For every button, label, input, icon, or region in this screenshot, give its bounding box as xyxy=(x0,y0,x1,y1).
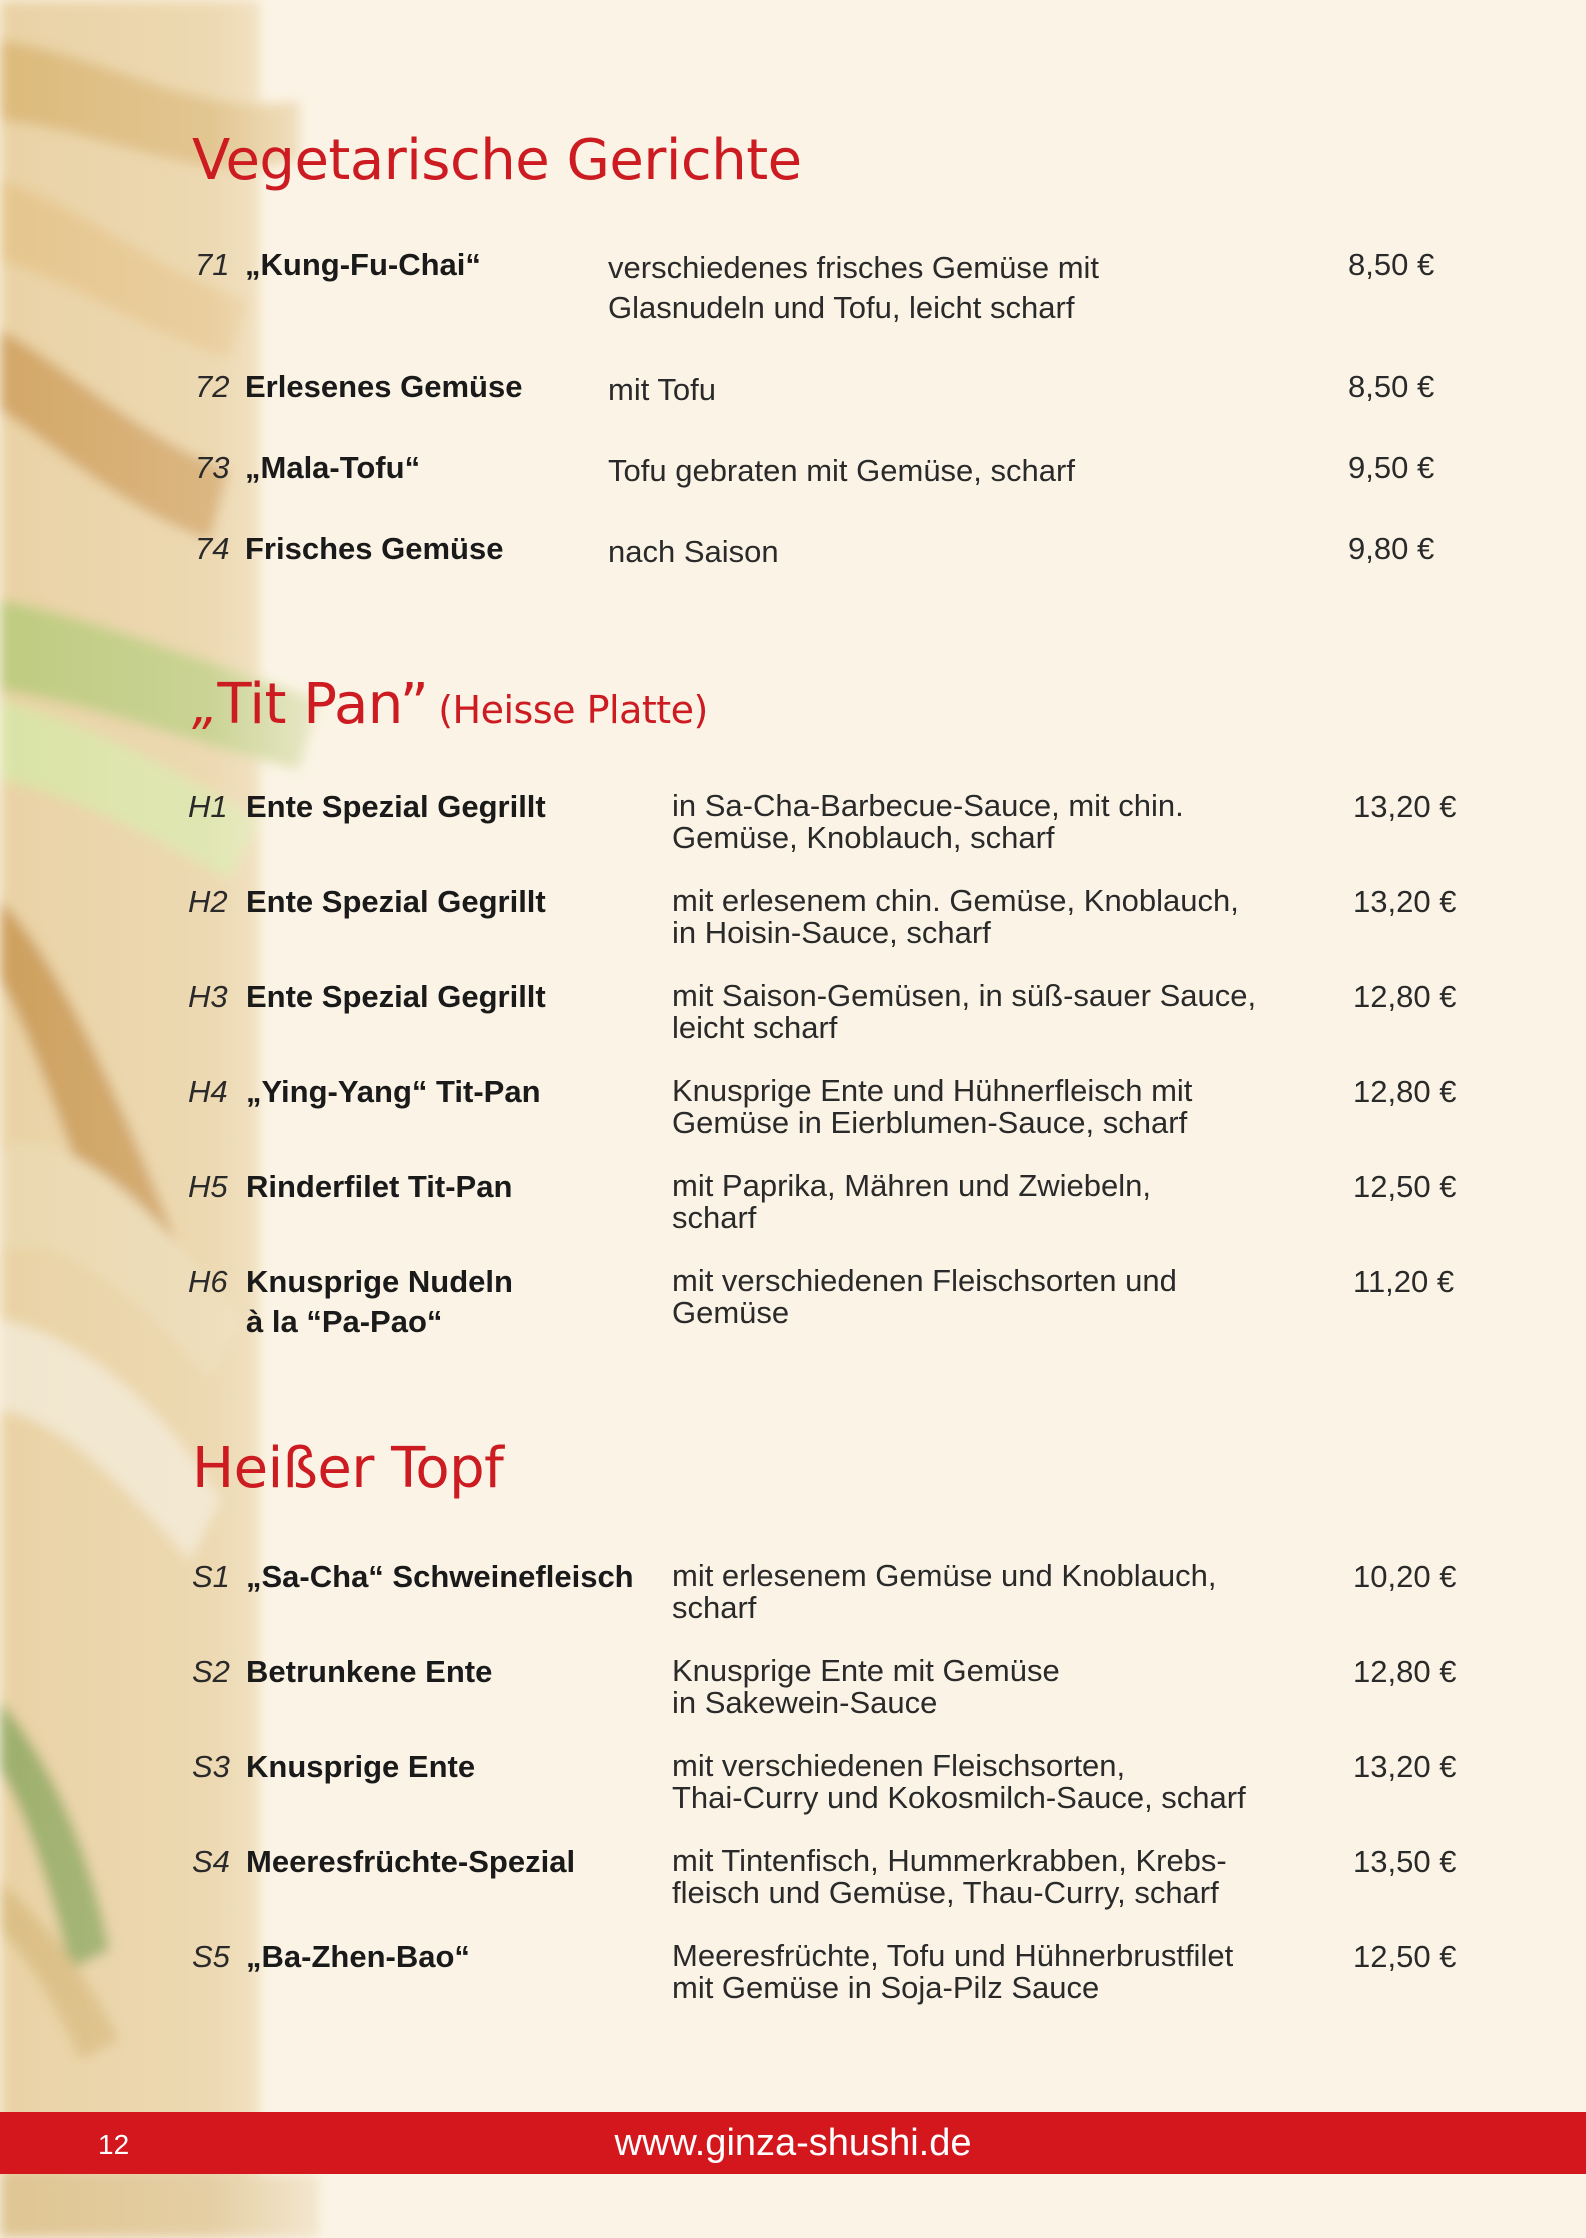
item-name xyxy=(246,885,546,919)
description-line: Gemüse, Knoblauch, scharf xyxy=(672,820,1055,855)
item-price: 12,50 € xyxy=(1353,1939,1457,1974)
item-description xyxy=(672,1845,1227,1909)
item-name: „Kung-Fu-Chai“ xyxy=(245,247,481,282)
description-line: mit erlesenem chin. Gemüse, Knoblauch, xyxy=(672,883,1239,918)
item-number: 71 xyxy=(195,247,230,282)
item-price: 13,20 € xyxy=(1353,789,1457,824)
item-description xyxy=(672,790,1184,854)
item-price: 12,80 € xyxy=(1353,1074,1457,1109)
item-name: Erlesenes Gemüse xyxy=(245,369,523,404)
description-line: Knusprige Ente und Hühnerfleisch mit xyxy=(672,1073,1193,1108)
description-line: mit verschiedenen Fleischsorten und xyxy=(672,1263,1177,1298)
item-number: S2 xyxy=(192,1654,230,1689)
item-description xyxy=(672,885,1239,949)
item-name: „Ba-Zhen-Bao“ xyxy=(246,1939,470,1974)
item-name-line: Ente Spezial Gegrillt xyxy=(246,789,546,824)
item-name-line: Ente Spezial Gegrillt xyxy=(246,979,546,1014)
item-description xyxy=(672,1170,1151,1234)
item-price: 13,20 € xyxy=(1353,884,1457,919)
item-name: Knusprige Ente xyxy=(246,1749,476,1784)
item-price: 10,20 € xyxy=(1353,1559,1457,1594)
description-line: mit verschiedenen Fleischsorten, xyxy=(672,1748,1126,1783)
item-description xyxy=(672,980,1256,1044)
description-line: scharf xyxy=(672,1200,757,1235)
item-name-line: à la “Pa-Pao“ xyxy=(246,1304,443,1339)
description-line: in Hoisin-Sauce, scharf xyxy=(672,915,991,950)
item-number: H1 xyxy=(188,789,228,824)
description-line: Knusprige Ente mit Gemüse xyxy=(672,1653,1060,1688)
description-line: verschiedenes frisches Gemüse mit xyxy=(608,250,1100,285)
item-description xyxy=(672,1655,1060,1719)
item-price: 13,20 € xyxy=(1353,1749,1457,1784)
item-name xyxy=(246,1075,541,1109)
item-description xyxy=(672,1940,1233,2004)
description-line: leicht scharf xyxy=(672,1010,838,1045)
item-number: 74 xyxy=(195,531,230,566)
item-price: 9,80 € xyxy=(1348,531,1435,566)
tit-pan-title-text: Tit Pan” xyxy=(217,672,429,737)
item-name-line: „Ying-Yang“ Tit-Pan xyxy=(246,1074,541,1109)
section-title-vegetarian: Vegetarische Gerichte xyxy=(192,128,802,193)
item-name-line: Rinderfilet Tit-Pan xyxy=(246,1169,513,1204)
item-number: H6 xyxy=(188,1264,228,1299)
item-name: „Sa-Cha“ Schweinefleisch xyxy=(246,1559,634,1594)
item-name xyxy=(246,1265,513,1339)
description-line: Gemüse xyxy=(672,1295,790,1330)
description-line: mit Tintenfisch, Hummerkrabben, Krebs- xyxy=(672,1843,1227,1878)
tit-pan-subtitle: (Heisse Platte) xyxy=(438,688,708,732)
description-line: in Sakewein-Sauce xyxy=(672,1685,938,1720)
section-title-tit-pan xyxy=(192,672,708,737)
item-name-line: Knusprige Nudeln xyxy=(246,1264,513,1299)
item-price: 9,50 € xyxy=(1348,450,1435,485)
tit-pan-opening-quote: „ xyxy=(192,677,218,735)
description-line: in Sa-Cha-Barbecue-Sauce, mit chin. xyxy=(672,788,1184,823)
website-link[interactable]: www.ginza-shushi.de xyxy=(614,2122,972,2164)
item-price: 13,50 € xyxy=(1353,1844,1457,1879)
description-line: Meeresfrüchte, Tofu und Hühnerbrustfilet xyxy=(672,1938,1234,1973)
item-description xyxy=(608,248,1099,328)
item-number: H5 xyxy=(188,1169,228,1204)
item-name xyxy=(246,790,546,824)
item-number: 72 xyxy=(195,369,230,404)
item-price: 12,80 € xyxy=(1353,979,1457,1014)
item-price: 12,50 € xyxy=(1353,1169,1457,1204)
description-line: mit Gemüse in Soja-Pilz Sauce xyxy=(672,1970,1100,2005)
item-number: S3 xyxy=(192,1749,230,1784)
item-price: 11,20 € xyxy=(1353,1264,1455,1299)
item-name: Frisches Gemüse xyxy=(245,531,504,566)
item-name xyxy=(246,1170,512,1204)
description-line: Tofu gebraten mit Gemüse, scharf xyxy=(608,453,1075,488)
item-price: 8,50 € xyxy=(1348,247,1435,282)
item-number: 73 xyxy=(195,450,230,485)
item-description xyxy=(672,1265,1177,1329)
item-description xyxy=(608,451,1075,491)
section-title-heisser-topf: Heißer Topf xyxy=(192,1436,504,1501)
item-name xyxy=(246,980,546,1014)
footer-bar xyxy=(0,2112,1586,2174)
item-name: Meeresfrüchte-Spezial xyxy=(246,1844,576,1879)
description-line: nach Saison xyxy=(608,534,779,569)
description-line: Gemüse in Eierblumen-Sauce, scharf xyxy=(672,1105,1188,1140)
item-description xyxy=(608,370,716,410)
item-number: S1 xyxy=(192,1559,230,1594)
item-description xyxy=(672,1560,1217,1624)
item-name: Betrunkene Ente xyxy=(246,1654,493,1689)
description-line: Thai-Curry und Kokosmilch-Sauce, scharf xyxy=(672,1780,1246,1815)
item-description xyxy=(672,1075,1192,1139)
item-number: S4 xyxy=(192,1844,230,1879)
item-price: 8,50 € xyxy=(1348,369,1435,404)
item-number: H4 xyxy=(188,1074,228,1109)
item-number: S5 xyxy=(192,1939,230,1974)
description-line: mit Paprika, Mähren und Zwiebeln, xyxy=(672,1168,1152,1203)
item-description xyxy=(672,1750,1246,1814)
description-line: Glasnudeln und Tofu, leicht scharf xyxy=(608,290,1075,325)
item-name-line: Ente Spezial Gegrillt xyxy=(246,884,546,919)
description-line: mit erlesenem Gemüse und Knoblauch, xyxy=(672,1558,1217,1593)
item-description xyxy=(608,532,779,572)
description-line: scharf xyxy=(672,1590,757,1625)
description-line: fleisch und Gemüse, Thau-Curry, scharf xyxy=(672,1875,1219,1910)
item-number: H2 xyxy=(188,884,228,919)
description-line: mit Tofu xyxy=(608,372,716,407)
item-number: H3 xyxy=(188,979,228,1014)
item-price: 12,80 € xyxy=(1353,1654,1457,1689)
description-line: mit Saison-Gemüsen, in süß-sauer Sauce, xyxy=(672,978,1257,1013)
page-number: 12 xyxy=(98,2129,130,2160)
item-name: „Mala-Tofu“ xyxy=(245,450,421,485)
